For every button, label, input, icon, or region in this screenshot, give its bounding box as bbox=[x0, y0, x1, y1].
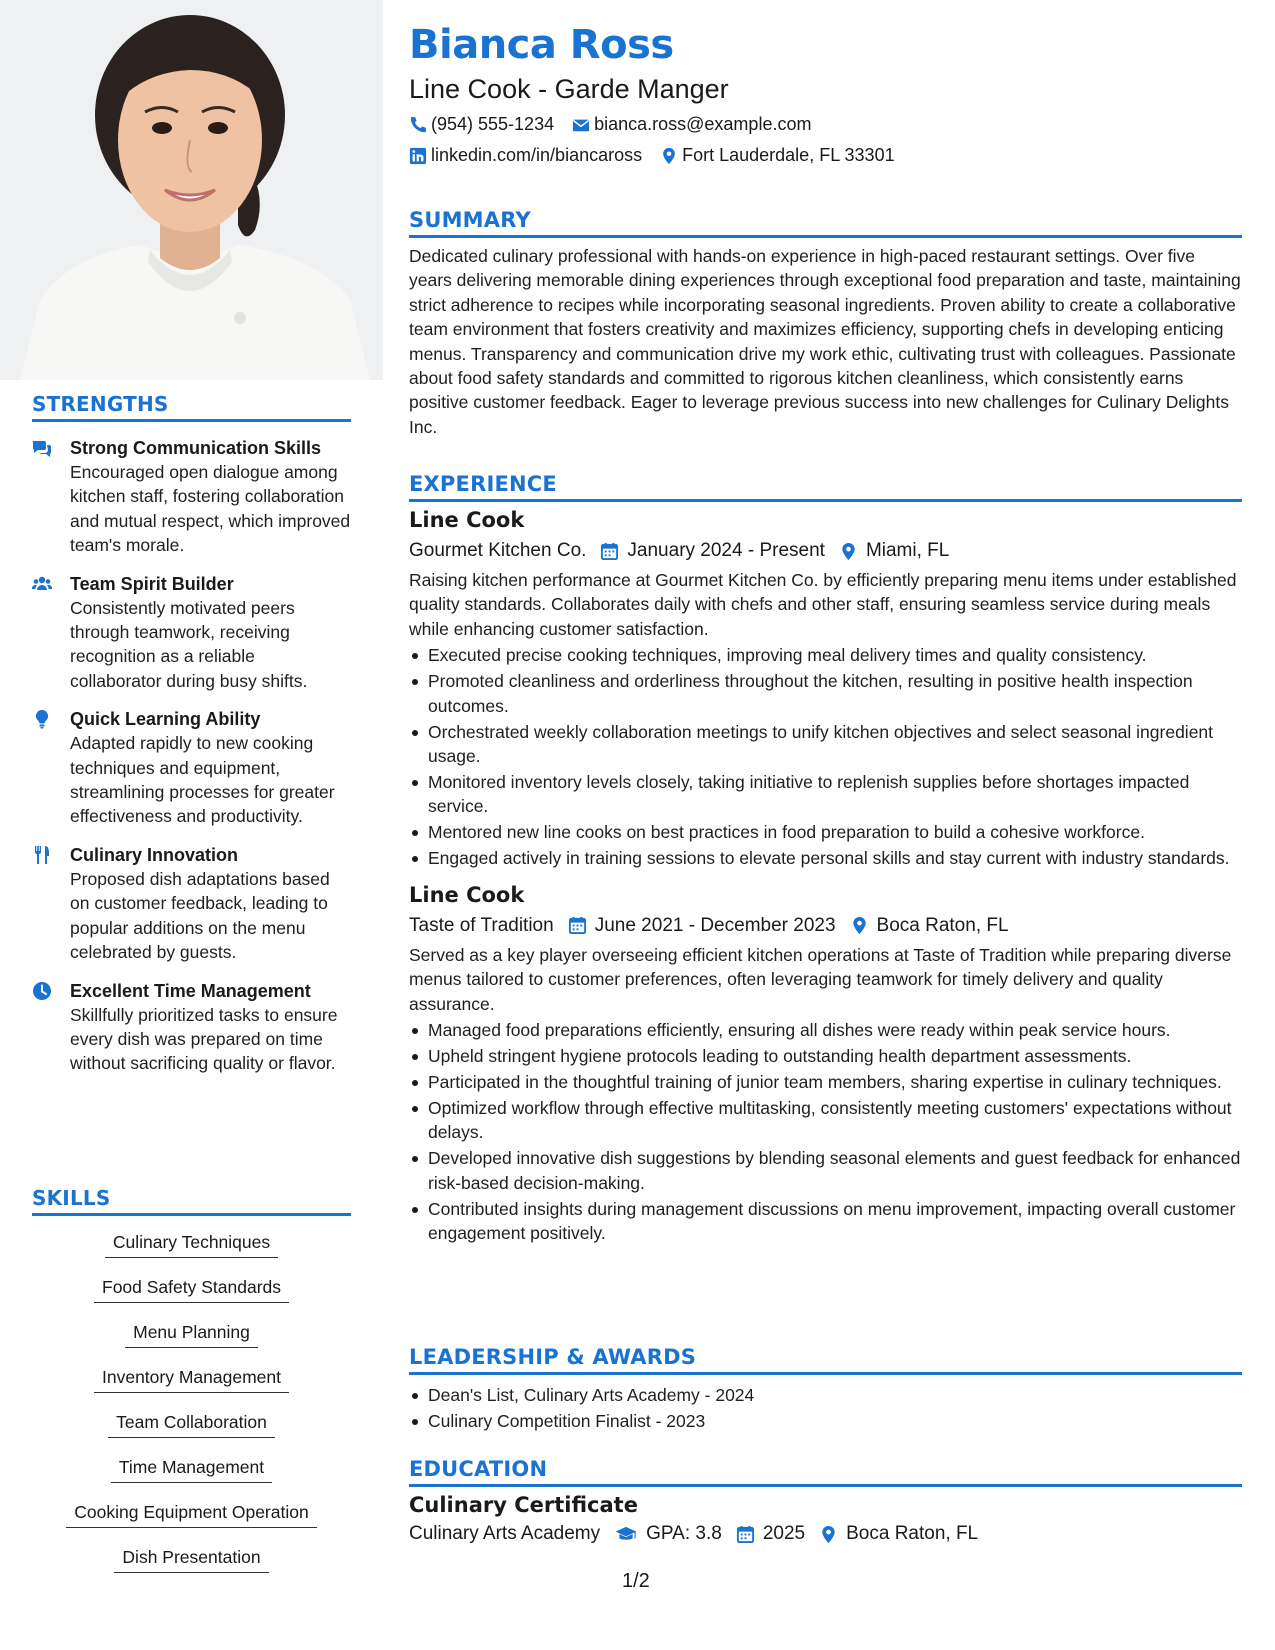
strength-title: Team Spirit Builder bbox=[70, 573, 234, 594]
job-dates: June 2021 - December 2023 bbox=[594, 914, 836, 936]
map-pin-icon bbox=[660, 147, 678, 165]
bullet-item: Engaged actively in training sessions to elevate personal skills and stay current with industry standards. bbox=[409, 846, 1242, 870]
school-name: Culinary Arts Academy bbox=[409, 1523, 601, 1544]
job-description: Served as a key player overseeing efficient kitchen operations at Taste of Tradition while preparing diverse menus tailored to customer preferences, often leveraging teamwork for timely delivery and quality assurance. bbox=[409, 944, 1232, 1014]
bullet-item: Mentored new line cooks on best practices in food preparation to build a cohesive workforce. bbox=[409, 820, 1242, 844]
company-name: Taste of Tradition bbox=[409, 914, 554, 936]
job-meta bbox=[409, 540, 1242, 562]
award-item: Dean's List, Culinary Arts Academy - 2024 bbox=[409, 1383, 1242, 1407]
bullet-item: Participated in the thoughtful training of junior team members, sharing expertise in culinary techniques. bbox=[409, 1070, 1242, 1094]
job-role: Line Cook - Garde Manger bbox=[409, 74, 729, 104]
strength-text: Encouraged open dialogue among kitchen staff, fostering collaboration and mutual respect, which improved team's morale. bbox=[70, 462, 351, 556]
bullet-item: Upheld stringent hygiene protocols leading to outstanding health department assessments. bbox=[409, 1044, 1242, 1068]
strength-item bbox=[32, 707, 351, 829]
job-bullets bbox=[409, 643, 1242, 871]
map-pin-icon bbox=[839, 542, 858, 561]
skills-section bbox=[32, 1186, 351, 1590]
summary-section bbox=[409, 208, 1242, 439]
company-name: Gourmet Kitchen Co. bbox=[409, 540, 587, 561]
strength-text: Skillfully prioritized tasks to ensure every dish was prepared on time without sacrificing quality or flavor. bbox=[70, 1004, 338, 1074]
experience-section bbox=[409, 472, 1242, 1246]
bullet-item: Developed innovative dish suggestions by blending seasonal elements and guest feedback for enhanced risk-based decision-making. bbox=[409, 1146, 1242, 1195]
bullet-item: Executed precise cooking techniques, improving meal delivery times and quality consistency. bbox=[409, 643, 1242, 667]
bullet-item: Promoted cleanliness and orderliness throughout the kitchen, resulting in positive health inspection outcomes. bbox=[409, 669, 1242, 718]
linkedin-text[interactable]: linkedin.com/in/biancaross bbox=[431, 145, 643, 165]
bullet-item: Optimized workflow through effective multitasking, consistently meeting customers' expectations without delays. bbox=[409, 1096, 1242, 1145]
skill-item: Team Collaboration bbox=[108, 1410, 275, 1438]
strength-text: Adapted rapidly to new cooking techniques and equipment, streamlining processes for greater effectiveness and productivity. bbox=[70, 733, 335, 827]
skill-item: Time Management bbox=[111, 1455, 272, 1483]
education-meta bbox=[409, 1523, 1242, 1545]
location-text: Fort Lauderdale, FL 33301 bbox=[682, 145, 895, 165]
envelope-icon bbox=[572, 116, 590, 134]
page-number: 1/2 bbox=[622, 1570, 650, 1592]
email-text[interactable]: bianca.ross@example.com bbox=[594, 114, 812, 134]
gpa-text: GPA: 3.8 bbox=[646, 1523, 722, 1544]
contact-row-1 bbox=[409, 114, 829, 135]
summary-heading: SUMMARY bbox=[409, 208, 1242, 238]
strength-text: Proposed dish adaptations based on customer feedback, leading to popular additions on the menu celebrated by guests. bbox=[70, 868, 330, 963]
skill-item: Food Safety Standards bbox=[94, 1275, 289, 1303]
experience-heading: EXPERIENCE bbox=[409, 472, 1242, 502]
job-location: Boca Raton, FL bbox=[876, 914, 1009, 936]
calendar-icon bbox=[600, 542, 619, 561]
strength-item bbox=[32, 843, 351, 965]
strength-title: Culinary Innovation bbox=[70, 844, 239, 865]
job-title: Line Cook bbox=[409, 882, 525, 907]
job-entry bbox=[409, 508, 1242, 871]
lightbulb-icon bbox=[32, 707, 70, 829]
strength-item bbox=[32, 572, 351, 694]
degree-title: Culinary Certificate bbox=[409, 1493, 638, 1517]
education-location: Boca Raton, FL bbox=[846, 1523, 979, 1544]
bullet-item: Managed food preparations efficiently, ensuring all dishes were ready within peak service hours. bbox=[409, 1018, 1242, 1042]
job-bullets bbox=[409, 1018, 1242, 1246]
clock-icon bbox=[32, 979, 70, 1076]
comments-icon bbox=[32, 436, 70, 558]
email-contact[interactable] bbox=[572, 114, 811, 135]
strength-title: Quick Learning Ability bbox=[70, 709, 261, 730]
strength-item bbox=[32, 979, 351, 1076]
bullet-item: Orchestrated weekly collaboration meetings to unify kitchen objectives and select seasonal ingredient usage. bbox=[409, 720, 1242, 769]
calendar-icon bbox=[568, 916, 587, 935]
strength-title: Strong Communication Skills bbox=[70, 438, 322, 458]
skills-list bbox=[32, 1230, 351, 1590]
bullet-item: Contributed insights during management discussions on menu improvement, impacting overall customer engagement positively. bbox=[409, 1197, 1242, 1246]
candidate-name: Bianca Ross bbox=[409, 22, 674, 68]
map-pin-icon bbox=[819, 1525, 838, 1544]
leadership-heading: LEADERSHIP & AWARDS bbox=[409, 1345, 1242, 1375]
skill-item: Culinary Techniques bbox=[105, 1230, 278, 1258]
job-meta bbox=[409, 915, 1242, 937]
map-pin-icon bbox=[850, 916, 869, 935]
contact-row-2 bbox=[409, 145, 913, 166]
linkedin-icon bbox=[409, 147, 427, 165]
education-heading: EDUCATION bbox=[409, 1457, 1242, 1487]
utensils-icon bbox=[32, 843, 70, 965]
users-icon bbox=[32, 572, 70, 694]
job-dates: January 2024 - Present bbox=[627, 540, 825, 561]
linkedin-contact[interactable] bbox=[409, 145, 642, 166]
left-column bbox=[0, 0, 383, 1650]
phone-icon bbox=[409, 116, 427, 134]
education-year: 2025 bbox=[762, 1523, 806, 1544]
strengths-section bbox=[32, 392, 351, 1076]
skill-item: Menu Planning bbox=[125, 1320, 258, 1348]
strength-title: Excellent Time Management bbox=[70, 980, 311, 1001]
strength-item bbox=[32, 436, 351, 558]
job-title: Line Cook bbox=[409, 508, 525, 532]
job-description: Raising kitchen performance at Gourmet Kitchen Co. by efficiently preparing menu items under established quality standards. Collaborates daily with chefs and other staff, ensuring seamless service during meals while enhancing customer satisfaction. bbox=[409, 570, 1237, 639]
job-location: Miami, FL bbox=[865, 540, 950, 561]
skills-heading: SKILLS bbox=[32, 1186, 351, 1216]
bullet-item: Monitored inventory levels closely, taking initiative to replenish supplies before shortages impacted service. bbox=[409, 770, 1242, 819]
skill-item: Cooking Equipment Operation bbox=[66, 1500, 316, 1528]
profile-photo bbox=[0, 0, 383, 380]
location-contact bbox=[660, 145, 894, 166]
skill-item: Inventory Management bbox=[94, 1365, 289, 1393]
summary-text: Dedicated culinary professional with hands-on experience in high-paced restaurant settings. Over five years delivering memorable dining experiences through exceptional food preparation and taste, maintaining strict adherence to recipes while incorporating seasonal ingredients. Proven ability to create a collaborative team environment that fosters creativity and maximizes efficiency, supporting chefs in developing enticing menus. Transparency and communication drive my work ethic, cultivating trust with colleagues. Passionate about food safety standards and committed to rigorous kitchen cleanliness, which consistently earns positive customer feedback. Eager to leverage previous success into new challenges for Culinary Delights Inc. bbox=[409, 246, 1241, 437]
calendar-icon bbox=[736, 1525, 755, 1544]
phone-contact bbox=[409, 114, 554, 135]
award-item: Culinary Competition Finalist - 2023 bbox=[409, 1409, 1242, 1433]
phone-text: (954) 555-1234 bbox=[431, 114, 555, 134]
skill-item: Dish Presentation bbox=[114, 1545, 268, 1573]
leadership-section bbox=[409, 1345, 1242, 1433]
education-section bbox=[409, 1457, 1242, 1545]
leadership-list bbox=[409, 1383, 1242, 1433]
graduation-cap-icon bbox=[614, 1525, 638, 1544]
job-entry bbox=[409, 883, 1242, 1246]
strengths-heading: STRENGTHS bbox=[32, 392, 351, 422]
strength-text: Consistently motivated peers through teamwork, receiving recognition as a reliable collaborator during busy shifts. bbox=[70, 597, 308, 691]
